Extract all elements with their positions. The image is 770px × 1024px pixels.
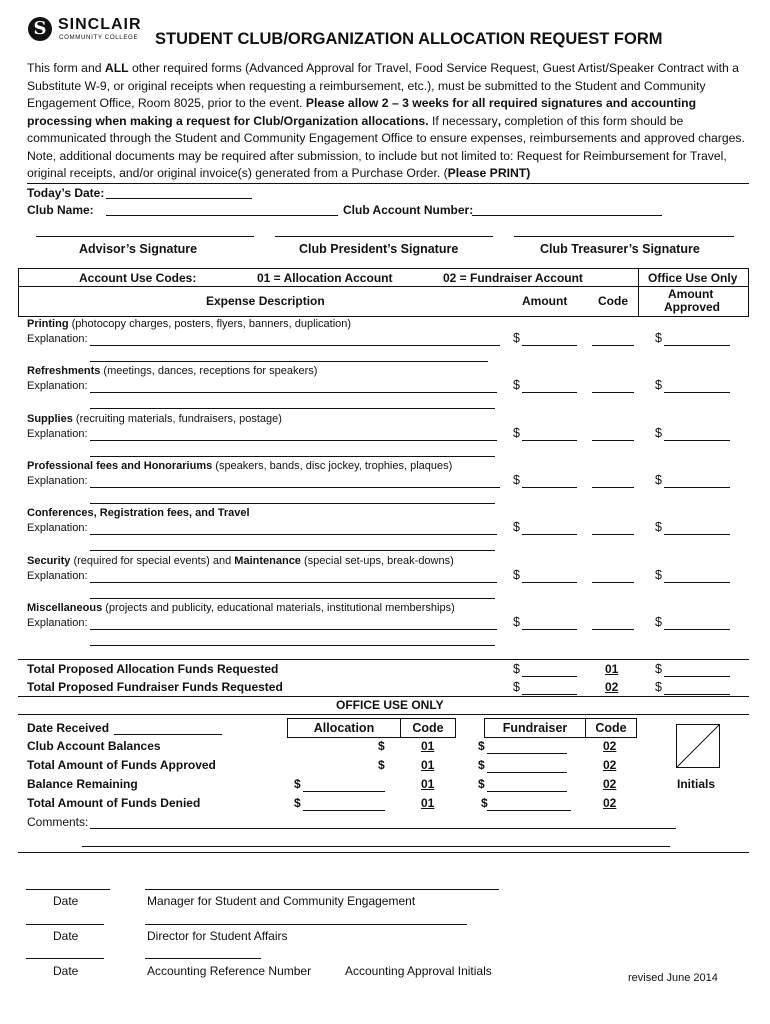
- explanation-field-line2[interactable]: [90, 408, 495, 409]
- allocation-code-column-header: Code: [400, 718, 456, 738]
- director-date-line[interactable]: [26, 924, 104, 925]
- intro-divider: [27, 183, 749, 184]
- table-right-border: [748, 268, 749, 316]
- total-allocation-label: Total Proposed Allocation Funds Requested: [27, 662, 279, 676]
- category-name: Printing: [27, 318, 69, 330]
- amount-approved-header-line1: Amount: [668, 287, 714, 301]
- explanation-field-line2[interactable]: [90, 550, 495, 551]
- allocation-code: 01: [421, 739, 435, 753]
- amount-dollar-sign: $: [513, 614, 520, 629]
- code-02-legend: 02 = Fundraiser Account: [443, 271, 583, 285]
- amount-dollar-sign: $: [513, 472, 520, 487]
- amount-dollar-sign: $: [513, 567, 520, 582]
- explanation-field[interactable]: [90, 487, 500, 488]
- fundraiser-code: 02: [603, 777, 617, 791]
- club-account-field[interactable]: [472, 215, 662, 216]
- club-name-field[interactable]: [106, 215, 338, 216]
- total-allocation-amount[interactable]: [522, 676, 577, 677]
- manager-signature-line[interactable]: [145, 889, 499, 890]
- office-use-only-header: Office Use Only: [648, 271, 738, 285]
- category-name: Security: [27, 554, 71, 567]
- amount-approved-field[interactable]: [664, 582, 730, 583]
- category-description: (projects and publicity, educational materials, institutional memberships): [102, 601, 455, 614]
- amount-approved-field[interactable]: [664, 534, 730, 535]
- fundraiser-dollar-sign: $: [481, 796, 488, 810]
- allocation-column-header: Allocation: [287, 718, 401, 738]
- fundraiser-column-header: Fundraiser: [484, 718, 586, 738]
- expense-category-title: [27, 602, 455, 614]
- amount-dollar-sign: $: [513, 520, 520, 535]
- approved-dollar-sign: $: [655, 567, 662, 582]
- category-description: (recruiting materials, fundraisers, postage): [72, 412, 282, 425]
- allocation-code: 01: [421, 796, 435, 810]
- code-field[interactable]: [592, 534, 634, 535]
- category-name: Refreshments: [27, 365, 101, 378]
- amount-field[interactable]: [522, 629, 577, 630]
- explanation-field[interactable]: [90, 582, 497, 583]
- accounting-date-label: Date: [53, 964, 79, 978]
- explanation-label: Explanation:: [27, 522, 88, 535]
- form-title: STUDENT CLUB/ORGANIZATION ALLOCATION REQUEST FORM: [155, 30, 663, 48]
- office-use-only-title: OFFICE USE ONLY: [336, 698, 444, 712]
- category-description-secondary: (special set-ups, break-downs): [300, 554, 454, 567]
- revised-date: revised June 2014: [628, 972, 718, 984]
- category-description: (speakers, bands, disc jockey, trophies, plaques): [212, 459, 453, 472]
- comments-label: Comments:: [27, 815, 89, 829]
- amount-field[interactable]: [522, 487, 577, 488]
- manager-date-line[interactable]: [26, 889, 110, 890]
- approved-dollar-sign: $: [655, 614, 662, 629]
- expense-category-title: [27, 318, 351, 330]
- fundraiser-code: 02: [603, 739, 617, 753]
- amount-field[interactable]: [522, 582, 577, 583]
- code-field[interactable]: [592, 629, 634, 630]
- office-row-label: Total Amount of Funds Approved: [27, 758, 216, 772]
- explanation-label: Explanation:: [27, 333, 88, 345]
- explanation-field-line2[interactable]: [90, 645, 495, 646]
- intro-paragraph: This form and ALL other required forms (Advanced Approval for Travel, Food Service Request, Guest Artist/Speaker Contract with a Substitute W-9, or original receipts when requesting a reimbursement, etc.), must be submitted to the Student and Community Engagement Office, Room 8025, prior to the event. Please allow 2 – 3 weeks for all required signatures and accounting processing when making a request for Club/Organization allocations. If necessary, completion of this form should be communicated through the Student and Community Engagement Office to ensure expenses, reimbursements and approved charges. Note, additional documents may be required after submission, to include but not limited to: Request for Reimbursement for Travel, original receipts, and/or original invoice(s) generated from a Purchase Order. (Please PRINT): [27, 61, 745, 180]
- total-allocation-code: 01: [605, 662, 619, 676]
- explanation-label: Explanation:: [27, 427, 88, 440]
- code-field[interactable]: [592, 345, 634, 346]
- office-bottom-border: [18, 852, 749, 853]
- manager-date-label: Date: [53, 894, 79, 908]
- total-fundraiser-label: Total Proposed Fundraiser Funds Requested: [27, 680, 283, 694]
- codes-row-divider: [18, 286, 749, 287]
- comments-field-line1[interactable]: [90, 828, 676, 829]
- allocation-code: 01: [421, 758, 435, 772]
- allocation-amount-field[interactable]: [303, 810, 385, 811]
- president-signature-line[interactable]: [275, 236, 493, 237]
- advisor-signature-label: Advisor’s Signature: [79, 242, 198, 256]
- totals-top-border: [18, 659, 749, 660]
- fundraiser-amount-field[interactable]: [487, 810, 571, 811]
- logo-subtitle: COMMUNITY COLLEGE: [59, 34, 139, 41]
- approved-dollar-sign: $: [655, 520, 662, 535]
- advisor-signature-line[interactable]: [36, 236, 254, 237]
- total-fundraiser-approved-field[interactable]: [664, 694, 730, 695]
- office-section-divider: [18, 714, 749, 715]
- fundraiser-dollar-sign: $: [478, 777, 485, 791]
- approved-dollar-sign: $: [655, 378, 662, 393]
- todays-date-field[interactable]: [106, 198, 252, 199]
- amount-header: Amount: [522, 294, 568, 308]
- allocation-amount-field[interactable]: [303, 791, 385, 792]
- amount-dollar-sign: $: [513, 425, 520, 440]
- expense-category-title: [27, 413, 282, 425]
- manager-label: Manager for Student and Community Engagement: [147, 894, 416, 908]
- fundraiser-amount-field[interactable]: [487, 772, 567, 773]
- amount-dollar-sign: $: [513, 331, 520, 345]
- expense-category-title: [27, 460, 452, 472]
- explanation-label: Explanation:: [27, 474, 88, 487]
- date-received-field[interactable]: [114, 734, 222, 735]
- todays-date-label: Today’s Date:: [27, 186, 105, 200]
- logo-name: SINCLAIR: [58, 16, 142, 33]
- sinclair-logo-mark: [28, 17, 52, 41]
- amount-field[interactable]: [522, 345, 577, 346]
- category-description: (meetings, dances, receptions for speakers): [100, 365, 318, 378]
- total-allocation-dollar: $: [513, 662, 520, 676]
- fundraiser-code-column-header: Code: [585, 718, 637, 738]
- date-received-label: Date Received: [27, 721, 110, 735]
- allocation-dollar-sign: $: [378, 739, 385, 753]
- explanation-label: Explanation:: [27, 380, 88, 393]
- fundraiser-dollar-sign: $: [478, 758, 485, 772]
- category-name: Supplies: [27, 412, 73, 425]
- category-description: (photocopy charges, posters, flyers, banners, duplication): [68, 318, 352, 330]
- total-fundraiser-dollar: $: [513, 680, 520, 694]
- expense-category-title: [27, 555, 454, 567]
- code-01-legend: 01 = Allocation Account: [257, 271, 393, 285]
- amount-approved-field[interactable]: [664, 629, 730, 630]
- treasurer-signature-label: Club Treasurer’s Signature: [540, 242, 700, 256]
- approved-dollar-sign: $: [655, 331, 662, 345]
- amount-approved-field[interactable]: [664, 487, 730, 488]
- explanation-field[interactable]: [90, 440, 497, 441]
- amount-field[interactable]: [522, 534, 577, 535]
- category-name: Conferences, Registration fees, and Travel: [27, 507, 250, 520]
- totals-bottom-border: [18, 696, 749, 697]
- accounting-approval-label: Accounting Approval Initials: [345, 964, 492, 978]
- office-row-label: Total Amount of Funds Denied: [27, 796, 201, 810]
- explanation-field-line2[interactable]: [90, 456, 495, 457]
- amount-dollar-sign: $: [513, 378, 520, 393]
- amount-approved-field[interactable]: [664, 345, 730, 346]
- explanation-field-line2[interactable]: [90, 503, 495, 504]
- approved-dollar-sign: $: [655, 472, 662, 487]
- amount-field[interactable]: [522, 392, 577, 393]
- office-row-label: Club Account Balances: [27, 739, 161, 753]
- accounting-date-line[interactable]: [26, 958, 104, 959]
- expense-category-title: [27, 365, 317, 377]
- president-signature-label: Club President’s Signature: [299, 242, 459, 256]
- office-row-label: Balance Remaining: [27, 777, 138, 791]
- fundraiser-dollar-sign: $: [478, 739, 485, 753]
- allocation-dollar-sign: $: [294, 777, 301, 791]
- fundraiser-code: 02: [603, 796, 617, 810]
- fundraiser-amount-field[interactable]: [487, 791, 567, 792]
- expense-description-header: Expense Description: [206, 294, 325, 308]
- logo-letter: S: [33, 18, 47, 39]
- table-left-border: [18, 268, 19, 316]
- table-header-bottom-border: [18, 316, 749, 317]
- director-signature-line[interactable]: [145, 924, 467, 925]
- allocation-dollar-sign: $: [378, 758, 385, 772]
- total-allocation-approved-field[interactable]: [664, 676, 730, 677]
- total-fundraiser-code: 02: [605, 680, 619, 694]
- initials-label: Initials: [677, 777, 716, 791]
- total-fundraiser-amount[interactable]: [522, 694, 577, 695]
- initials-box[interactable]: [676, 724, 720, 768]
- comments-field-line2[interactable]: [82, 846, 670, 847]
- club-account-label: Club Account Number:: [343, 203, 474, 217]
- category-description: (required for special events) and: [70, 554, 235, 567]
- explanation-label: Explanation:: [27, 569, 88, 582]
- explanation-field-line2[interactable]: [90, 598, 495, 599]
- code-field[interactable]: [592, 487, 634, 488]
- allocation-code: 01: [421, 777, 435, 791]
- approved-dollar-sign: $: [655, 425, 662, 440]
- amount-approved-field[interactable]: [664, 392, 730, 393]
- office-use-divider: [638, 268, 639, 316]
- explanation-field[interactable]: [90, 392, 497, 393]
- code-header: Code: [598, 294, 628, 308]
- club-name-label: Club Name:: [27, 203, 94, 217]
- expense-category-title: [27, 507, 250, 519]
- explanation-field-line2[interactable]: [90, 361, 488, 362]
- amount-field[interactable]: [522, 440, 577, 441]
- treasurer-signature-line[interactable]: [514, 236, 734, 237]
- total-fundraiser-approved-dollar: $: [655, 680, 662, 694]
- director-date-label: Date: [53, 929, 79, 943]
- table-top-border: [18, 268, 749, 269]
- category-name: Professional fees and Honorariums: [27, 459, 213, 472]
- fundraiser-amount-field[interactable]: [487, 753, 567, 754]
- fundraiser-code: 02: [603, 758, 617, 772]
- accounting-reference-line[interactable]: [145, 958, 261, 959]
- code-field[interactable]: [592, 582, 634, 583]
- account-use-codes-label: Account Use Codes:: [79, 271, 197, 285]
- category-name: Miscellaneous: [27, 601, 103, 614]
- director-label: Director for Student Affairs: [147, 929, 288, 943]
- total-allocation-approved-dollar: $: [655, 662, 662, 676]
- explanation-field[interactable]: [90, 629, 497, 630]
- code-field[interactable]: [592, 440, 634, 441]
- allocation-dollar-sign: $: [294, 796, 301, 810]
- code-field[interactable]: [592, 392, 634, 393]
- category-name-secondary: Maintenance: [234, 554, 301, 567]
- amount-approved-field[interactable]: [664, 440, 730, 441]
- amount-approved-header-line2: Approved: [664, 300, 721, 314]
- accounting-reference-label: Accounting Reference Number: [147, 964, 312, 978]
- explanation-field[interactable]: [90, 345, 500, 346]
- explanation-label: Explanation:: [27, 616, 88, 629]
- explanation-field[interactable]: [90, 534, 497, 535]
